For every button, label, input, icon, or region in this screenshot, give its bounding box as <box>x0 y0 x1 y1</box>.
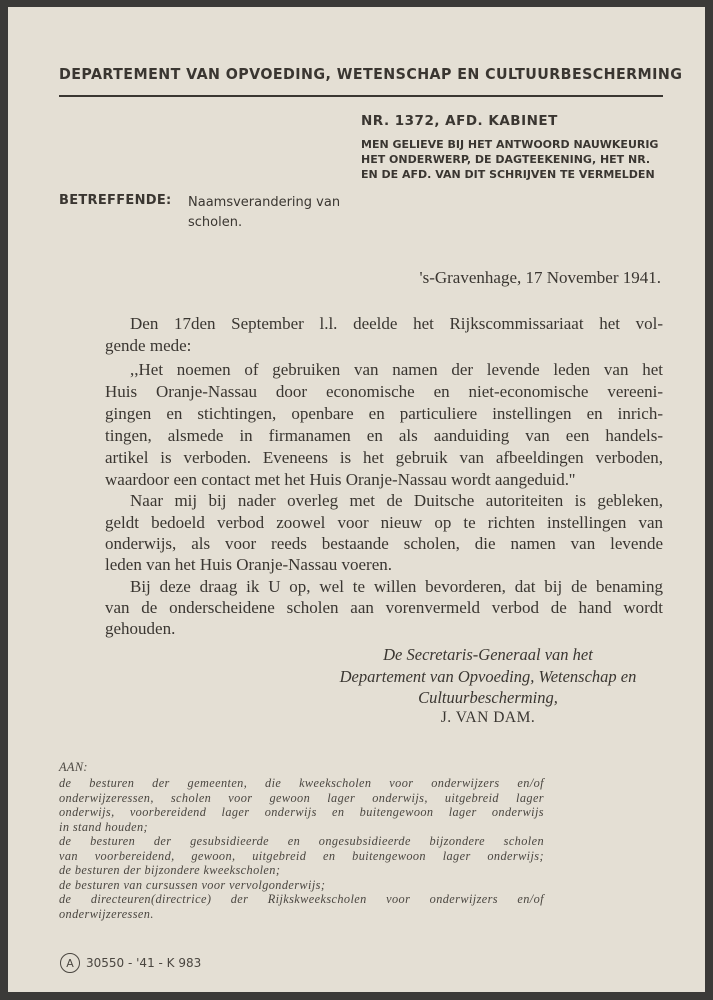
addressee-line: de directeuren(directrice) der Rijkskweekscholen voor onderwijzers en/of <box>59 892 544 906</box>
body-line: Bij deze draag ik U op, wel te willen bevorderen, dat bij de benaming <box>130 577 663 596</box>
body-line: Den 17den September l.l. deelde het Rijkscommissariaat het vol- <box>130 314 663 333</box>
addressee-line: onderwijs, voorbereidend lager onderwijs en buitengewoon lager onderwijs <box>59 805 544 819</box>
signatory-name: J. VAN DAM. <box>440 709 536 726</box>
printer-logo-icon: A <box>60 953 80 973</box>
addressee-line: onderwijzeressen. <box>59 906 154 921</box>
body-line: gende mede: <box>105 336 192 355</box>
print-code: 30550 - '41 - K 983 <box>86 956 202 970</box>
letter-page <box>8 7 705 992</box>
addressee-line: van voorbereidend, gewoon, uitgebreid en buitengewoon lager onderwijs; <box>59 848 544 863</box>
body-line: artikel is verboden. Eveneens is het gebruik van afbeeldingen verboden, <box>105 448 663 467</box>
reference-number: NR. 1372, AFD. KABINET <box>361 113 558 129</box>
signature-line: Departement van Opvoeding, Wetenschap en <box>339 667 637 686</box>
subject-value <box>188 193 340 233</box>
body-line: tingen, alsmede in firmanamen en als aanduiding van een handels- <box>105 426 663 445</box>
body-line: ,,Het noemen of gebruiken van namen der levende leden van het <box>130 360 663 379</box>
addressee-line: de besturen der bijzondere kweekscholen; <box>59 863 281 877</box>
addressee-line: de besturen der gemeenten, die kweekscholen voor onderwijzers en/of <box>59 776 544 790</box>
body-line: van de onderscheidene scholen aan vorenvermeld verbod de hand wordt <box>105 598 663 617</box>
reference-note-line: MEN GELIEVE BIJ HET ANTWOORD NAUWKEURIG <box>361 138 659 151</box>
addressee-line: onderwijzeressen, scholen voor gewoon lager onderwijs, uitgebreid lager <box>59 790 544 805</box>
body-line: onderwijs, als voor reeds bestaande scholen, die namen van levende <box>105 534 663 553</box>
body-line: leden van het Huis Oranje-Nassau voeren. <box>105 555 393 574</box>
addressees-label: AAN: <box>59 760 88 774</box>
body-line: waardoor een contact met het Huis Oranje-Nassau wordt aangeduid.'' <box>105 470 576 489</box>
body-line: gingen en stichtingen, openbare en particuliere instellingen en inrich- <box>105 404 663 423</box>
header-rule <box>59 95 663 97</box>
reference-note <box>361 137 658 182</box>
department-heading: DEPARTEMENT VAN OPVOEDING, WETENSCHAP EN CULTUURBESCHERMING <box>59 65 683 83</box>
reference-note-line: EN DE AFD. VAN DIT SCHRIJVEN TE VERMELDEN <box>361 168 655 181</box>
subject-line: Naamsverandering van <box>188 195 341 210</box>
subject-line: scholen. <box>188 215 243 230</box>
body-line: Naar mij bij nader overleg met de Duitsche autoriteiten is gebleken, <box>130 491 663 510</box>
print-footer <box>60 953 201 973</box>
signature-line: Cultuurbescherming, <box>418 688 558 707</box>
addressee-line: de besturen der gesubsidieerde en ongesubsidieerde bijzondere scholen <box>59 834 544 848</box>
signature-line: De Secretaris-Generaal van het <box>383 645 593 664</box>
body-line: geldt bedoeld verbod zoowel voor nieuw op te richten instellingen van <box>105 513 663 532</box>
body-line: Huis Oranje-Nassau door economische en niet-economische vereeni- <box>105 382 663 401</box>
letter-date: 's-Gravenhage, 17 November 1941. <box>419 268 661 287</box>
reference-note-line: HET ONDERWERP, DE DAGTEEKENING, HET NR. <box>361 153 651 166</box>
addressee-line: de besturen van cursussen voor vervolgonderwijs; <box>59 877 326 892</box>
addressee-line: in stand houden; <box>59 819 149 834</box>
body-line: gehouden. <box>105 619 176 638</box>
subject-label: BETREFFENDE: <box>59 193 172 208</box>
